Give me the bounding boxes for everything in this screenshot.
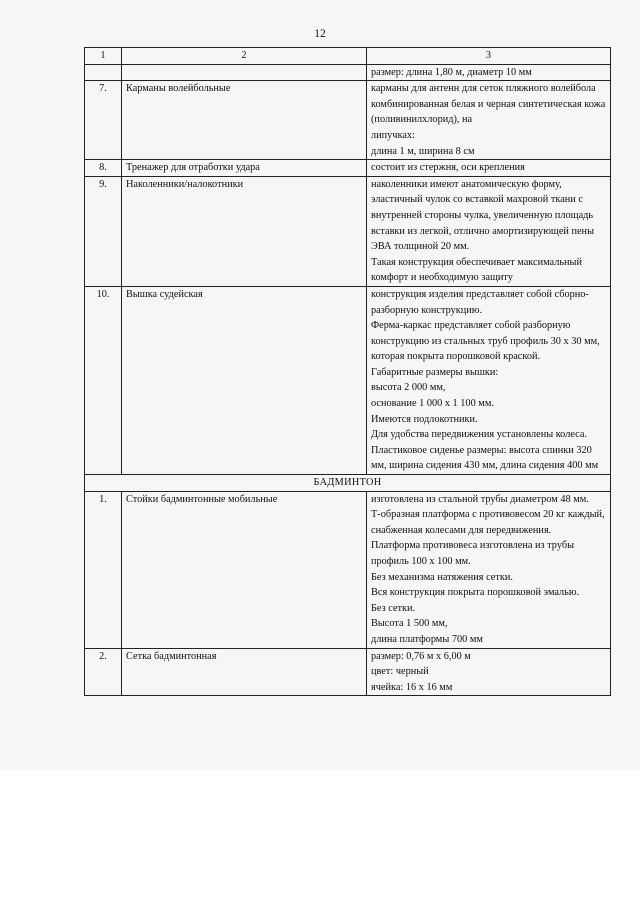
header-col-2: 2: [122, 48, 367, 65]
spec-line: изготовлена из стальной трубы диаметром 48 мм.: [371, 493, 589, 505]
row-number: 10.: [85, 286, 122, 474]
row-number: 7.: [85, 81, 122, 160]
item-specification: [367, 160, 611, 177]
spec-line: основание 1 000 х 1 100 мм.: [371, 398, 494, 410]
table-row: [85, 160, 611, 177]
row-number: [85, 64, 122, 81]
spec-line: комбинированная белая и черная синтетическая кожа: [371, 98, 606, 110]
item-specification: [367, 491, 611, 648]
item-specification: [367, 648, 611, 696]
spec-line: Вся конструкция покрыта порошковой эмалью.: [371, 587, 580, 599]
table-row: [85, 176, 611, 286]
row-number: 9.: [85, 176, 122, 286]
spec-line: состоит из стержня, оси крепления: [371, 162, 525, 174]
item-name: Сетка бадминтонная: [122, 648, 367, 696]
table-row: [85, 286, 611, 474]
page-number: 12: [314, 28, 326, 40]
spec-line: размер: длина 1,80 м, диаметр 10 мм: [371, 66, 532, 78]
spec-line: Пластиковое сиденье размеры: высота спинки 320 мм, ширина сидения 430 мм, длина сидения 400 мм: [371, 444, 599, 472]
spec-line: цвет: черный: [371, 666, 429, 678]
item-specification: [367, 81, 611, 160]
item-specification: [367, 64, 611, 81]
row-number: 8.: [85, 160, 122, 177]
spec-line: длина платформы 700 мм: [371, 633, 483, 645]
spec-line: размер: 0,76 м х 6,00 м: [371, 650, 471, 662]
spec-line: Ферма-каркас представляет собой разборную конструкцию из стальных труб профиль 30 х 30 мм, которая покрыта порошковой краской.: [371, 320, 600, 363]
table-header-row: [85, 48, 611, 65]
spec-line: Имеются подлокотники.: [371, 413, 478, 425]
item-name: Стойки бадминтонные мобильные: [122, 491, 367, 648]
table-row: [85, 491, 611, 648]
spec-line: Без сетки.: [371, 602, 416, 614]
spec-line: Такая конструкция обеспечивает максимальный комфорт и необходимую защиту: [371, 256, 582, 284]
spec-line: Платформа противовеса изготовлена из трубы профиль 100 х 100 мм.: [371, 540, 574, 567]
row-number: 2.: [85, 648, 122, 696]
spec-line: карманы для антенн для сеток пляжного волейбола: [371, 83, 596, 95]
spec-line: Без механизма натяжения сетки.: [371, 571, 513, 583]
table-row: [85, 648, 611, 696]
spec-line: высота 2 000 мм,: [371, 382, 446, 394]
row-number: 1.: [85, 491, 122, 648]
item-specification: [367, 176, 611, 286]
spec-line: ячейка: 16 х 16 мм: [371, 681, 453, 693]
spec-line: Габаритные размеры вышки:: [371, 366, 499, 378]
table-row: [85, 64, 611, 81]
header-col-1: 1: [85, 48, 122, 65]
section-row: [85, 475, 611, 492]
spec-line: конструкция изделия представляет собой сборно-разборную конструкцию.: [371, 288, 589, 316]
item-name: Тренажер для отработки удара: [122, 160, 367, 177]
item-name: [122, 64, 367, 81]
table-row: [85, 81, 611, 160]
spec-line: длина 1 м, ширина 8 см: [371, 145, 475, 157]
item-specification: [367, 286, 611, 474]
spec-line: Для удобства передвижения установлены колеса.: [371, 429, 588, 441]
spec-line: липучках:: [371, 129, 415, 141]
specification-table: [84, 47, 611, 696]
spec-line: Высота 1 500 мм,: [371, 618, 448, 630]
item-name: Вышка судейская: [122, 286, 367, 474]
spec-line: наколенники имеют анатомическую форму, эластичный чулок со вставкой махровой ткани с внутренней стороны чулка, увеличенную площадь вставки из легкой, отлично амортизирующей пены ЭВА толщиной 20 мм.: [371, 178, 594, 253]
section-title: БАДМИНТОН: [85, 475, 611, 492]
item-name: Наколенники/налокотники: [122, 176, 367, 286]
spec-line: (поливинилхлорид), на: [371, 114, 473, 126]
spec-line: Т-образная платформа с противовесом 20 кг каждый, снабженная колесами для передвижения.: [371, 509, 605, 536]
item-name: Карманы волейбольные: [122, 81, 367, 160]
header-col-3: 3: [367, 48, 611, 65]
